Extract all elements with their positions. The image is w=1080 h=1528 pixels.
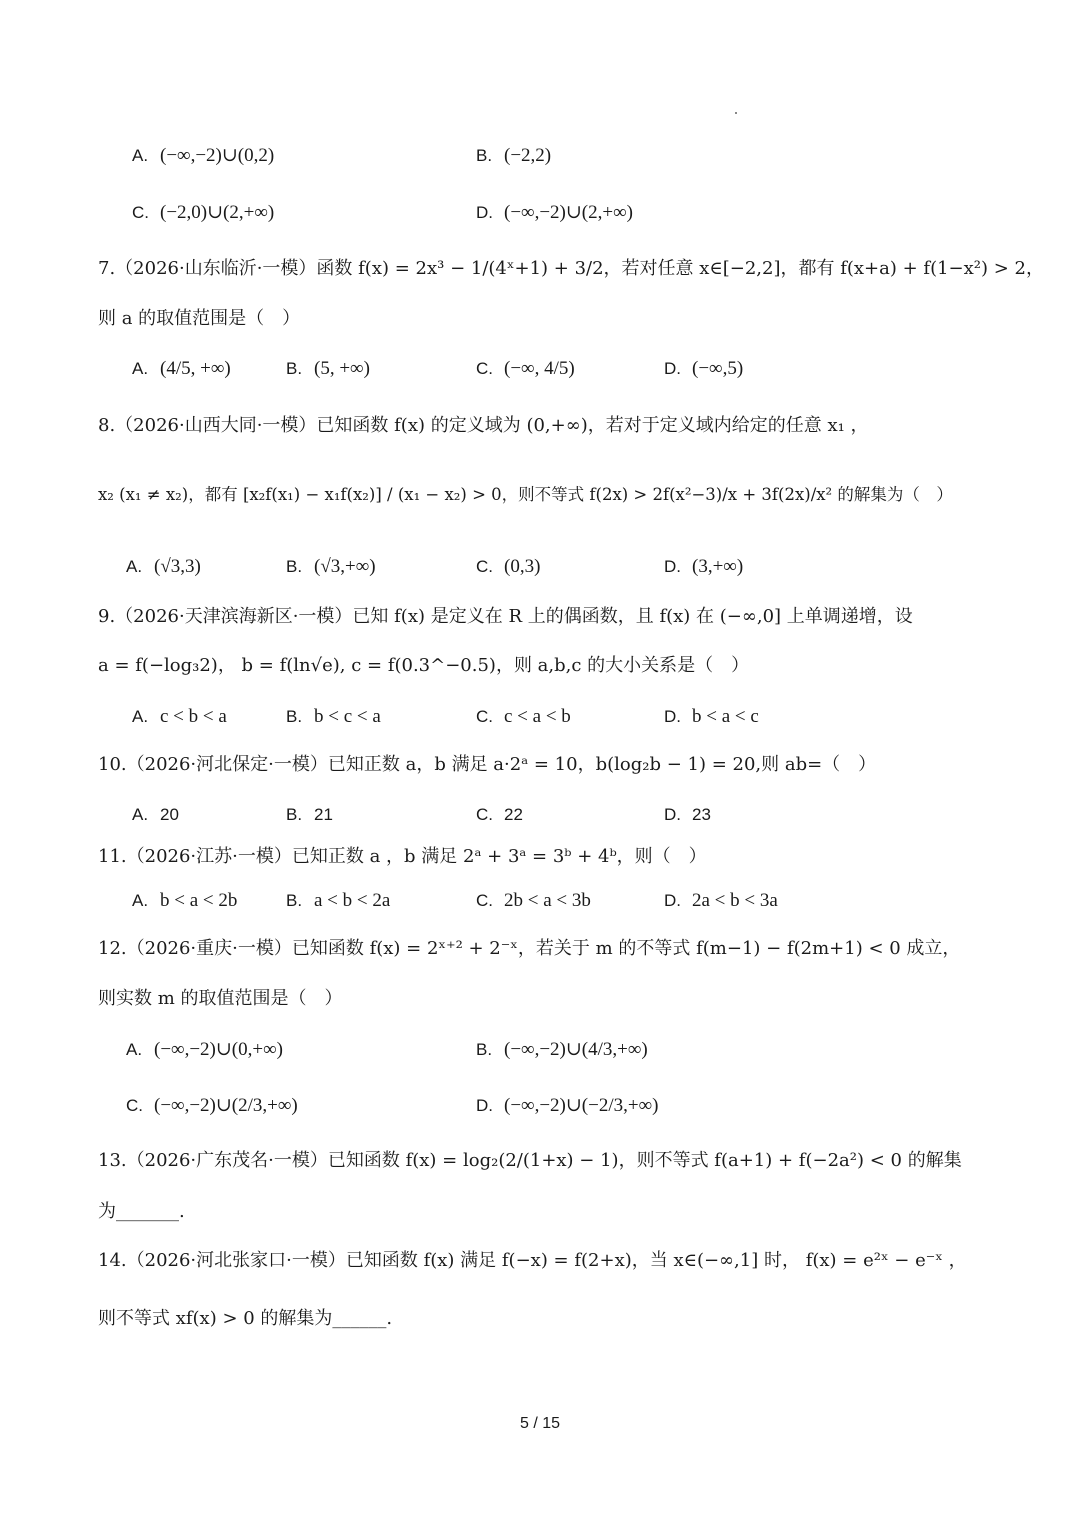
q6-option-a: A. (−∞,−2)∪(0,2) — [132, 145, 275, 166]
q12-option-a: A. (−∞,−2)∪(0,+∞) — [126, 1039, 283, 1060]
q8-option-c: C. (0,3) — [476, 556, 541, 577]
q7-stem-line1: 7.（2026·山东临沂·一模）函数 f(x) = 2x³ − 1/(4ˣ+1) + 3/2，若对任意 x∈[−2,2]，都有 f(x+a) + f(1−x²) > 2， — [98, 258, 1044, 279]
speck-mark — [735, 112, 737, 114]
q13-stem-line2: 为_______. — [98, 1201, 185, 1222]
q13-stem-line1: 13.（2026·广东茂名·一模）已知函数 f(x) = log₂(2/(1+x) − 1)，则不等式 f(a+1) + f(−2a²) < 0 的解集 — [98, 1150, 962, 1171]
q7-option-c: C. (−∞, 4/5) — [476, 358, 575, 379]
q7-stem-line2: 则 a 的取值范围是（ ） — [98, 308, 301, 329]
q6-option-d: D. (−∞,−2)∪(2,+∞) — [476, 202, 633, 223]
q7-option-b: B. (5, +∞) — [286, 358, 370, 379]
q12-option-d: D. (−∞,−2)∪(−2/3,+∞) — [476, 1095, 659, 1116]
page-number: 5 / 15 — [519, 1415, 561, 1432]
q12-option-b: B. (−∞,−2)∪(4/3,+∞) — [476, 1039, 648, 1060]
q10-stem-line1: 10.（2026·河北保定·一模）已知正数 a，b 满足 a·2ᵃ = 10，b(log₂b − 1) = 20,则 ab=（ ） — [98, 754, 877, 775]
q9-option-d: D. b < a < c — [664, 706, 759, 727]
q8-stem-line1: 8.（2026·山西大同·一模）已知函数 f(x) 的定义域为 (0,+∞)，若对于定义域内给定的任意 x₁ ， — [98, 415, 869, 436]
q6-option-c: C. (−2,0)∪(2,+∞) — [132, 202, 275, 223]
q12-stem-line1: 12.（2026·重庆·一模）已知函数 f(x) = 2ˣ⁺² + 2⁻ˣ，若关于 m 的不等式 f(m−1) − f(2m+1) < 0 成立， — [98, 938, 961, 959]
q12-option-c: C. (−∞,−2)∪(2/3,+∞) — [126, 1095, 298, 1116]
q9-option-b: B. b < c < a — [286, 706, 381, 727]
q9-stem-line1: 9.（2026·天津滨海新区·一模）已知 f(x) 是定义在 R 上的偶函数，且 f(x) 在 (−∞,0] 上单调递增，设 — [98, 606, 913, 627]
q10-option-b: B. 21 — [286, 805, 333, 824]
q8-option-a: A. (√3,3) — [126, 556, 201, 577]
q10-option-d: D. 23 — [664, 805, 711, 824]
q9-option-c: C. c < a < b — [476, 706, 571, 727]
q8-option-b: B. (√3,+∞) — [286, 556, 376, 577]
q11-option-b: B. a < b < 2a — [286, 890, 391, 911]
q10-option-c: C. 22 — [476, 805, 523, 824]
q7-option-a: A. (4/5, +∞) — [132, 358, 231, 379]
q11-option-a: A. b < a < 2b — [132, 890, 238, 911]
q12-stem-line2: 则实数 m 的取值范围是（ ） — [98, 988, 343, 1009]
q9-stem-line2: a = f(−log₃2)， b = f(ln√e), c = f(0.3^−0.5)，则 a,b,c 的大小关系是（ ） — [98, 655, 750, 676]
q8-stem-line2: x₂ (x₁ ≠ x₂)，都有 [x₂f(x₁) − x₁f(x₂)] / (x₁ − x₂) > 0，则不等式 f(2x) > 2f(x²−3)/x + 3f(2x)/x² 的解集为（ ） — [98, 485, 953, 504]
q11-option-c: C. 2b < a < 3b — [476, 890, 591, 911]
q11-stem-line1: 11.（2026·江苏·一模）已知正数 a ，b 满足 2ᵃ + 3ᵃ = 3ᵇ + 4ᵇ，则（ ） — [98, 846, 707, 867]
q8-option-d: D. (3,+∞) — [664, 556, 744, 577]
q7-option-d: D. (−∞,5) — [664, 358, 744, 379]
q14-stem-line2: 则不等式 xf(x) > 0 的解集为______. — [98, 1308, 393, 1329]
q14-stem-line1: 14.（2026·河北张家口·一模）已知函数 f(x) 满足 f(−x) = f(2+x)，当 x∈(−∞,1] 时， f(x) = e²ˣ − e⁻ˣ ， — [98, 1250, 967, 1271]
q9-option-a: A. c < b < a — [132, 706, 227, 727]
q11-option-d: D. 2a < b < 3a — [664, 890, 778, 911]
q6-option-b: B. (−2,2) — [476, 145, 552, 166]
q10-option-a: A. 20 — [132, 805, 179, 824]
